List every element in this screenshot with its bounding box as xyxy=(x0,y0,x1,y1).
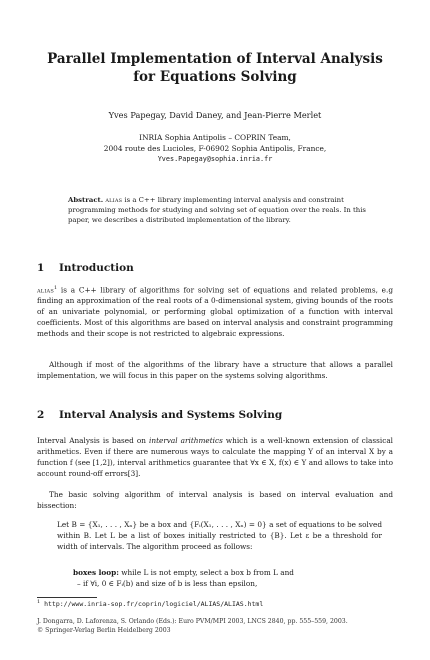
footnote xyxy=(37,599,263,608)
algorithm-boxes-loop xyxy=(73,567,393,578)
abstract xyxy=(68,195,368,225)
section-1-heading xyxy=(37,262,134,274)
intro-text: is a C++ library of algorithms for solving set of equations and related problems, e.g finding an approximation of the real roots of a 0-dimensional system, giving bounds of the roots of an univariate polynomial, or performing global optimization of a function with interval coefficients. Most of this algorithms are based on interval analysis and constraint programming methods and their scope is not restricted to algebraic expressions. xyxy=(37,285,393,339)
section-1-paragraph-1 xyxy=(37,283,393,339)
section-1-number: 1 xyxy=(37,262,45,274)
boxes-loop-label: boxes loop: xyxy=(73,568,119,577)
footnote-mark: 1 xyxy=(37,599,41,605)
footnote-url: http://www.inria-sop.fr/coprin/logiciel/ALIAS/ALIAS.html xyxy=(44,600,264,609)
section-2-p1-a: Interval Analysis is based on xyxy=(37,436,150,445)
title-line-1: Parallel Implementation of Interval Analysis xyxy=(47,51,383,67)
section-2-paragraph-2: The basic solving algorithm of interval analysis is based on interval evaluation and bissection: xyxy=(37,490,393,510)
abstract-text: is a C++ library implementing interval analysis and constraint programming methods for studying and solving set of equation over the reals. In this paper, we describes a distributed implementation of the library. xyxy=(68,196,366,224)
section-2-p1-emphasis: interval arithmetics xyxy=(149,436,223,445)
footnote-rule xyxy=(37,597,97,598)
paper-title xyxy=(20,50,410,86)
section-2-title: Interval Analysis and Systems Solving xyxy=(59,409,283,421)
section-1-paragraph-2: Although if most of the algorithms of the library have a structure that allows a parallel implementation, we will focus in this paper on the systems solving algorithms. xyxy=(37,360,393,380)
authors: Yves Papegay, David Daney, and Jean-Pierre Merlet xyxy=(108,110,322,120)
abstract-alias: alias xyxy=(105,196,123,204)
footnote-ref: 1 xyxy=(53,285,58,291)
algorithm-description: Let B = {X₁, . . . , Xₙ} be a box and {Fᵢ(X₁, . . . , Xₙ) = 0} a set of equations to be solved within B. Let L be a list of boxes initially restricted to {B}. Let ε be a threshold for width of intervals. The algorithm proceed as follows: xyxy=(57,520,382,551)
section-2-paragraph-1 xyxy=(37,435,393,479)
affiliation-line-1: INRIA Sophia Antipolis – COPRIN Team, xyxy=(139,133,291,142)
algorithm-condition: – if ∀i, 0 ∈ Fᵢ(b) and size of b is less than epsilon, xyxy=(77,579,258,588)
affiliation xyxy=(20,132,410,165)
title-line-2: for Equations Solving xyxy=(133,69,297,85)
boxes-loop-text: while L is not empty, select a box b from L and xyxy=(118,568,294,577)
publication-line-1: J. Dongarra, D. Laforenza, S. Orlando (Eds.): Euro PVM/MPI 2003, LNCS 2840, pp. 555–559, 2003. xyxy=(37,618,348,625)
section-2-heading xyxy=(37,409,282,421)
intro-alias: alias xyxy=(37,285,54,295)
abstract-label: Abstract. xyxy=(68,196,104,204)
section-1-title: Introduction xyxy=(59,262,134,274)
section-2-p1-b: which is a well-known extension of classical arithmetics. Even if there are numerous ways to calculate the mapping Y of an interval X by a function f (see [1,2]), interval arithmetics guarantee that ∀x ∈ X, f(x) ∈ Y and allows to take into account round-off errors[3]. xyxy=(37,436,394,478)
publication-info xyxy=(37,617,407,635)
section-2-number: 2 xyxy=(37,409,45,421)
author-email: Yves.Papegay@sophia.inria.fr xyxy=(157,155,273,163)
copyright-line: © Springer-Verlag Berlin Heidelberg 2003 xyxy=(37,627,171,634)
affiliation-line-2: 2004 route des Lucioles, F-06902 Sophia Antipolis, France, xyxy=(103,144,327,153)
